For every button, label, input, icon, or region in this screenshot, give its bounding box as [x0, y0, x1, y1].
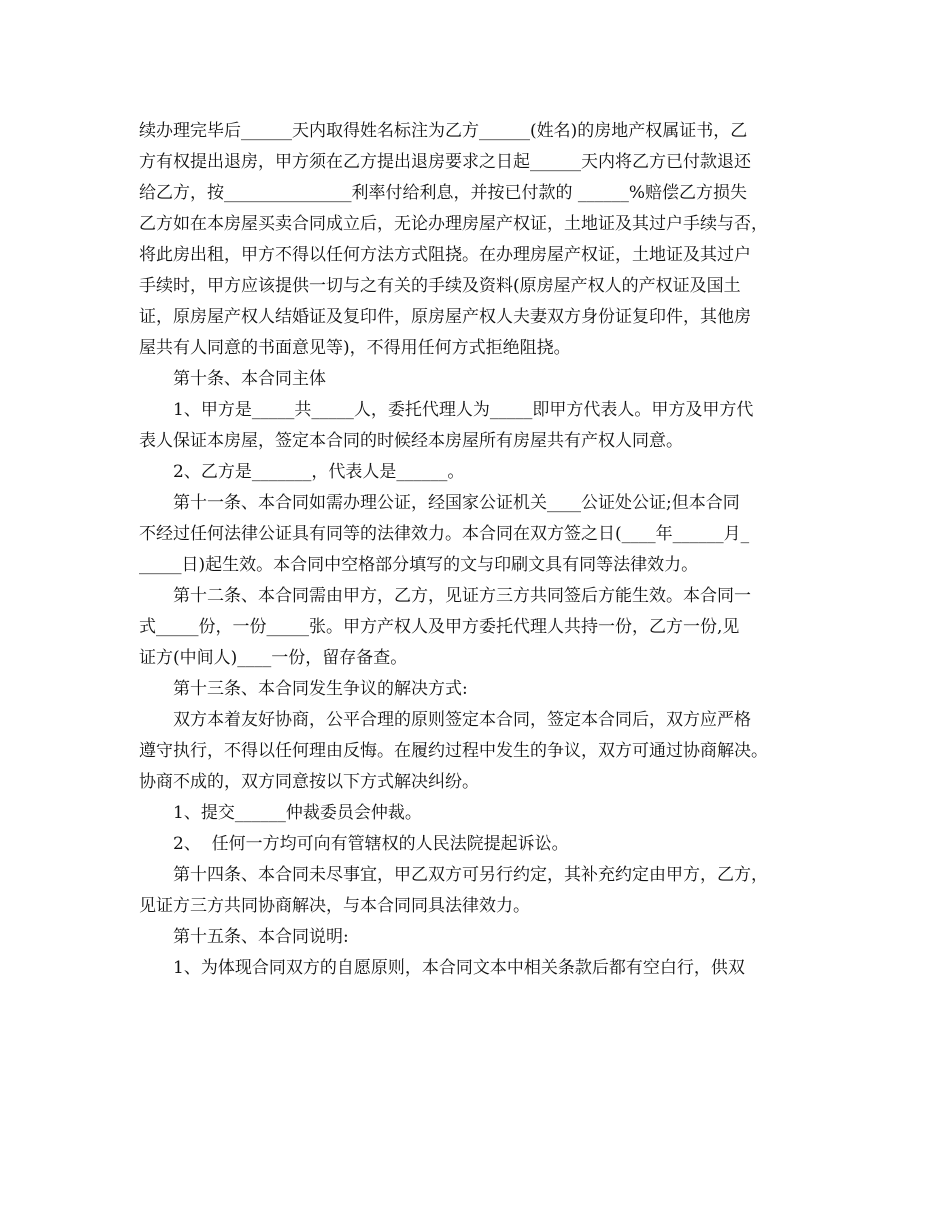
text-line: 证，原房屋产权人结婚证及复印件，原房屋产权人夫妻双方身份证复印件，其他房 [139, 307, 751, 327]
text-line: 遵守执行，不得以任何理由反悔。在履约过程中发生的争议，双方可通过协商解决。 [139, 741, 768, 761]
text-line: 1、为体现合同双方的自愿原则，本合同文本中相关条款后都有空白行，供双 [173, 958, 745, 978]
text-line: 2、乙方是_______，代表人是______。 [173, 462, 465, 482]
text-line: 第十条、本合同主体 [173, 369, 326, 389]
text-line: 式_____份，一份_____张。甲方产权人及甲方委托代理人共持一份，乙方一份,见 [139, 617, 740, 637]
text-line: 第十三条、本合同发生争议的解决方式: [173, 679, 468, 699]
text-line: 双方本着友好协商，公平合理的原则签定本合同，签定本合同后，双方应严格 [173, 710, 751, 730]
text-line: 证方(中间人)____一份，留存备查。 [139, 648, 408, 668]
text-line: 第十二条、本合同需由甲方，乙方，见证方三方共同签后方能生效。本合同一 [173, 586, 751, 606]
text-line: 2、 任何一方均可向有管辖权的人民法院提起诉讼。 [173, 834, 569, 854]
text-line: 1、甲方是_____共_____人，委托代理人为_____即甲方代表人。甲方及甲方代 [173, 400, 754, 420]
text-line: 乙方如在本房屋买卖合同成立后，无论办理房屋产权证，土地证及其过户手续与否， [139, 214, 768, 234]
text-line: 表人保证本房屋，签定本合同的时候经本房屋所有房屋共有产权人同意。 [139, 431, 683, 451]
text-line: 1、提交______仲裁委员会仲裁。 [173, 803, 422, 823]
text-line: 给乙方，按_______________利率付给利息，并按已付款的 ______%赔偿乙方损失 [139, 183, 748, 203]
text-line: 手续时，甲方应该提供一切与之有关的手续及资料(原房屋产权人的产权证及国土 [139, 276, 741, 296]
text-line: 将此房出租，甲方不得以任何方法方式阻挠。在办理房屋产权证，土地证及其过户 [139, 245, 751, 265]
text-line: 续办理完毕后______天内取得姓名标注为乙方______(姓名)的房地产权属证书，乙 [139, 121, 748, 141]
text-line: 方有权提出退房，甲方须在乙方提出退房要求之日起______天内将乙方已付款退还 [139, 152, 751, 172]
text-line: 第十四条、本合同未尽事宜，甲乙双方可另行约定，其补充约定由甲方，乙方， [173, 865, 768, 885]
document-body [139, 116, 825, 984]
text-line: 第十五条、本合同说明: [173, 927, 349, 947]
text-line: 见证方三方共同协商解决，与本合同同具法律效力。 [139, 896, 530, 916]
text-line: 协商不成的，双方同意按以下方式解决纠纷。 [139, 772, 479, 792]
text-line: 屋共有人同意的书面意见等)，不得用任何方式拒绝阻挠。 [139, 338, 571, 358]
text-line: 第十一条、本合同如需办理公证，经国家公证机关____公证处公证;但本合同 [173, 493, 740, 513]
text-line: _____日)起生效。本合同中空格部分填写的文与印刷文具有同等法律效力。 [139, 555, 699, 575]
text-line: 不经过任何法律公证具有同等的法律效力。本合同在双方签之日(____年______月_ [139, 524, 750, 544]
